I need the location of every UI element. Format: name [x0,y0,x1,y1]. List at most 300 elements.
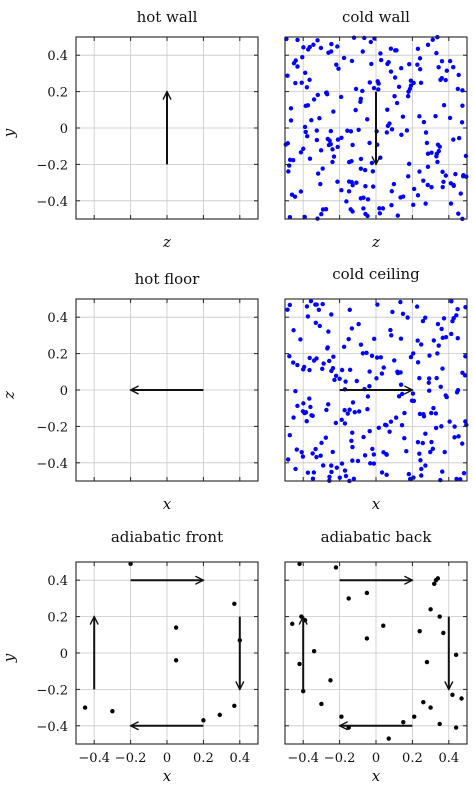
data-point [293,389,297,393]
data-point [407,162,411,166]
data-point [412,715,416,719]
data-point [331,450,335,454]
data-point [442,103,446,107]
data-point [350,445,354,449]
data-point [312,649,316,653]
panel-hot-wall [0,8,258,251]
data-point [312,97,316,101]
data-point [309,118,313,122]
data-point [439,385,443,389]
data-point [320,302,324,306]
data-point [444,393,448,397]
x-tick-label: 0 [371,751,381,766]
data-point [437,343,441,347]
panel-title: adiabatic front [110,528,224,546]
data-point [417,451,421,455]
data-point [300,80,304,84]
panel-hot-floor [0,270,258,513]
data-point [434,426,438,430]
data-point [412,187,416,191]
x-axis-label: x [162,767,172,785]
data-point [439,327,443,331]
data-point [462,471,466,475]
data-point [389,203,393,207]
data-point [361,435,365,439]
data-point [352,35,356,39]
data-point [390,189,394,193]
data-point [418,412,422,416]
data-point [448,116,452,120]
data-point [426,43,430,47]
data-point [405,128,409,132]
data-point [307,396,311,400]
data-point [427,389,431,393]
data-point [295,38,299,42]
data-point [416,338,420,342]
data-point [110,709,114,713]
data-point [440,59,444,63]
x-axis-label: x [371,495,381,513]
data-point [396,371,400,375]
data-point [421,700,425,704]
data-point [419,342,423,346]
panel-title: cold ceiling [332,265,420,283]
data-point [290,193,294,197]
data-point [399,383,403,387]
data-point [456,434,460,438]
data-point [436,65,440,69]
data-point [324,436,328,440]
data-point [339,418,343,422]
data-point [405,315,409,319]
data-point [285,73,289,77]
data-point [303,125,307,129]
data-point [460,441,464,445]
data-point [354,181,358,185]
data-point [291,158,295,162]
data-point [443,450,447,454]
data-point [372,337,376,341]
data-point [349,180,353,184]
data-point [318,454,322,458]
panel-cold-wall [284,8,469,251]
data-point [343,468,347,472]
data-point [332,154,336,158]
data-point [366,197,370,201]
data-point [379,355,383,359]
data-point [334,565,338,569]
data-point [353,108,357,112]
data-point [371,184,375,188]
x-tick-label: 0 [162,751,172,766]
data-point [422,120,426,124]
data-point [407,62,411,66]
data-point [342,56,346,60]
data-point [301,454,305,458]
data-point [329,129,333,133]
data-point [419,467,423,471]
data-point [385,130,389,134]
data-point [378,51,382,55]
data-point [404,449,408,453]
data-point [313,447,317,451]
data-point [290,622,294,626]
data-point [392,182,396,186]
data-point [363,212,367,216]
data-point [451,65,455,69]
x-tick-label: 0.2 [402,751,423,766]
data-point [305,85,309,89]
data-point [399,66,403,70]
data-point [456,336,460,340]
data-point [301,45,305,49]
data-point [324,408,328,412]
data-point [424,130,428,134]
data-point [363,453,367,457]
data-point [356,128,360,132]
data-point [315,38,319,42]
data-point [389,69,393,73]
data-point [318,182,322,186]
data-point [306,314,310,318]
data-point [286,457,290,461]
data-point [347,596,351,600]
data-point [344,474,348,478]
data-point [452,435,456,439]
data-point [350,59,354,63]
data-point [319,46,323,50]
data-point [329,312,333,316]
data-point [418,458,422,462]
data-point [331,355,335,359]
data-point [339,95,343,99]
data-point [346,337,350,341]
x-tick-labels [78,751,250,766]
data-point [416,193,420,197]
data-point [344,199,348,203]
data-point [307,78,311,82]
data-point [334,421,338,425]
data-point [331,109,335,113]
data-point [441,185,445,189]
data-point [434,376,438,380]
y-tick-label: 0.4 [47,49,68,65]
data-point [454,313,458,317]
data-point [460,120,464,124]
data-point [402,411,406,415]
data-point [335,465,339,469]
data-point [417,376,421,380]
data-point [389,419,393,423]
data-point [295,447,299,451]
data-point [432,582,436,586]
data-point [394,415,398,419]
y-tick-label: 0 [59,384,68,399]
data-point [361,206,365,210]
data-point [343,379,347,383]
data-point [445,69,449,73]
data-point [454,725,458,729]
data-point [365,407,369,411]
data-point [295,64,299,68]
data-point [372,86,376,90]
data-point [295,363,299,367]
data-point [386,60,390,64]
y-tick-label: −0.2 [36,420,68,436]
data-point [408,87,412,91]
panel-title: hot wall [136,8,198,26]
data-point [383,423,387,427]
data-point [431,406,435,410]
data-point [393,48,397,52]
data-point [339,188,343,192]
y-tick-label: 0.4 [47,311,68,327]
data-point [423,201,427,205]
y-tick-labels [36,574,68,735]
data-point [370,447,374,451]
data-point [440,170,444,174]
data-point [298,337,302,341]
data-point [340,368,344,372]
data-point [320,166,324,170]
data-point [319,148,323,152]
data-point [353,410,357,414]
data-point [367,141,371,145]
data-point [454,653,458,657]
data-point [285,308,289,312]
data-point [306,103,310,107]
data-point [398,300,402,304]
data-point [429,185,433,189]
data-point [377,206,381,210]
data-point [359,97,363,101]
data-point [387,429,391,433]
data-point [397,394,401,398]
data-point [355,379,359,383]
data-point [311,476,315,480]
data-point [288,433,292,437]
data-point [379,58,383,62]
data-point [319,702,323,706]
data-point [429,411,433,415]
data-point [415,62,419,66]
data-point [294,58,298,62]
data-point [305,304,309,308]
data-point [288,303,292,307]
data-point [324,207,328,211]
data-point [438,145,442,149]
data-point [327,359,331,363]
data-point [306,47,310,51]
data-point [337,377,341,381]
data-point [456,211,460,215]
data-point [451,137,455,141]
data-point [397,85,401,89]
data-point [392,358,396,362]
data-point [334,374,338,378]
data-point [316,93,320,97]
data-point [324,91,328,95]
data-point [329,369,333,373]
data-point [439,424,443,428]
data-point [436,322,440,326]
data-point [443,78,447,82]
data-point [312,470,316,474]
data-point [359,342,363,346]
data-point [459,696,463,700]
data-point [459,191,463,195]
data-point [437,149,441,153]
data-point [464,174,468,178]
data-point [376,87,380,91]
data-point [392,94,396,98]
data-point [329,470,333,474]
data-point [335,180,339,184]
data-point [434,51,438,55]
data-point [401,720,405,724]
data-point [310,451,314,455]
data-point [332,378,336,382]
y-tick-label: 0 [59,647,68,662]
data-point [295,404,299,408]
data-point [329,463,333,467]
x-tick-label: −0.2 [323,751,356,766]
data-point [427,381,431,385]
panel-title: hot floor [134,270,200,288]
data-point [380,470,384,474]
data-point [438,478,442,482]
data-point [299,450,303,454]
data-point [369,40,373,44]
data-point [366,394,370,398]
data-point [311,43,315,47]
data-point [348,308,352,312]
data-point [308,356,312,360]
data-point [438,614,442,618]
data-point [421,441,425,445]
data-point [398,195,402,199]
data-point [311,414,315,418]
y-axis-label: y [0,653,18,663]
data-point [417,169,421,173]
data-point [350,431,354,435]
data-point [389,333,393,337]
data-point [388,328,392,332]
data-point [352,477,356,481]
data-point [435,160,439,164]
data-point [438,722,442,726]
data-point [411,203,415,207]
data-point [425,141,429,145]
data-point [421,319,425,323]
data-point [376,81,380,85]
data-point [357,409,361,413]
data-point [411,351,415,355]
panel-title: cold wall [342,8,410,26]
data-point [417,114,421,118]
y-tick-label: −0.4 [36,194,68,210]
data-point [299,150,303,154]
data-point [384,453,388,457]
data-point [453,172,457,176]
data-point [374,376,378,380]
data-point [83,705,87,709]
y-axis-label: y [0,128,18,138]
y-tick-label: 0.2 [47,347,68,363]
data-point [406,174,410,178]
data-point [375,302,379,306]
data-point [297,662,301,666]
panel-cold-ceiling [285,265,469,513]
data-point [389,47,393,51]
data-points [285,299,468,483]
data-point [299,189,303,193]
data-point [395,101,399,105]
data-point [419,81,423,85]
data-point [360,89,364,93]
data-point [363,184,367,188]
data-point [359,157,363,161]
data-point [387,736,391,740]
data-point [442,316,446,320]
data-point [321,463,325,467]
data-point [438,78,442,82]
data-point [318,324,322,328]
data-point [411,391,415,395]
data-point [457,73,461,77]
data-point [456,388,460,392]
data-point [390,127,394,131]
data-point [372,461,376,465]
data-point [434,411,438,415]
y-tick-label: −0.4 [36,456,68,472]
data-point [218,713,222,717]
data-point [307,368,311,372]
data-point [449,201,453,205]
data-points [83,562,242,723]
data-point [348,368,352,372]
data-point [371,169,375,173]
data-point [347,408,351,412]
data-point [450,693,454,697]
data-point [329,42,333,46]
data-point [441,180,445,184]
data-point [174,658,178,662]
data-point [334,63,338,67]
data-point [312,358,316,362]
panel-adiabatic-front [0,528,258,785]
data-point [460,371,464,375]
data-point [306,470,310,474]
data-point [367,429,371,433]
data-point [316,171,320,175]
data-point [378,156,382,160]
data-point [319,212,323,216]
data-point [289,118,293,122]
data-point [305,419,309,423]
data-point [416,47,420,51]
data-point [429,151,433,155]
x-tick-label: −0.4 [287,751,319,766]
data-point [326,402,330,406]
data-point [449,332,453,336]
y-tick-label: −0.4 [36,719,68,735]
data-point [428,705,432,709]
data-point [401,114,405,118]
data-point [328,678,332,682]
data-point [372,452,376,456]
data-point [415,304,419,308]
